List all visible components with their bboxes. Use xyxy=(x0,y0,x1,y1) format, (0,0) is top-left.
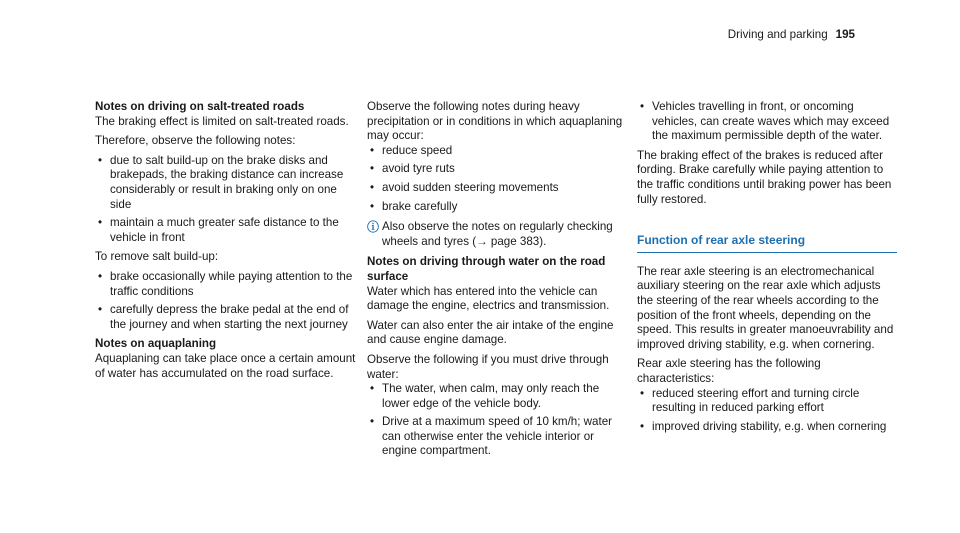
list-item: • maintain a much greater safe distance to the vehicle in front xyxy=(95,216,357,245)
list-item: • Vehicles travelling in front, or oncoming vehicles, can create waves which may exceed the maximum permissible depth of the water. xyxy=(637,100,897,144)
rear-axle-list xyxy=(637,387,897,435)
list-item: • Drive at a maximum speed of 10 km/h; water can otherwise enter the vehicle interior or engine compartment. xyxy=(367,415,629,459)
list-item: • brake occasionally while paying attention to the traffic conditions xyxy=(95,270,357,299)
info-icon: ⓘ xyxy=(367,220,380,235)
list-item: • brake carefully xyxy=(367,200,629,215)
page-header xyxy=(728,28,855,43)
rear-axle-section-body xyxy=(637,265,897,435)
aquaplaning-text: Aquaplaning can take place once a certain amount of water has accumulated on the road surface. xyxy=(95,351,356,380)
list-item: • reduce speed xyxy=(367,144,629,159)
fording-text: The braking effect of the brakes is reduced after fording. Brake carefully while paying attention to the traffic conditions until braking power has been fully restored. xyxy=(637,148,892,206)
list-item: • The water, when calm, may only reach the lower edge of the vehicle body. xyxy=(367,382,629,411)
water-driving-heading: Notes on driving through water on the road surface xyxy=(367,255,606,283)
column-1 xyxy=(95,100,357,386)
info-note xyxy=(367,220,629,249)
water-paragraph-3: Observe the following if you must drive through water: xyxy=(367,352,609,381)
water-paragraph-2: Water can also enter the air intake of the engine and cause engine damage. xyxy=(367,318,614,347)
header-section-title: Driving and parking xyxy=(727,28,828,41)
salt-roads-intro: The braking effect is limited on salt-treated roads. xyxy=(95,114,349,128)
observe-aquaplaning-text: Observe the following notes during heavy precipitation or in conditions in which aquaplaning may occur: xyxy=(367,100,623,143)
remove-salt-intro: To remove salt build-up: xyxy=(95,250,219,264)
rear-axle-paragraph-1: The rear axle steering is an electromechanical auxiliary steering on the rear axle which adjusts the steering of the rear wheels according to the position of the front wheels, depending on the speed. This results in greater manoeuvrability and improved driving stability, e.g. when cornering. xyxy=(637,264,894,351)
info-note-text[interactable]: Also observe the notes on regularly checking wheels and tyres (→ page 383). xyxy=(382,220,613,248)
page-number: 195 xyxy=(835,28,855,41)
water-list xyxy=(367,382,629,459)
list-item: • due to salt build-up on the brake disks and brakepads, the braking distance can increase considerably or result in braking only on one side xyxy=(95,154,357,212)
rear-axle-paragraph-2: Rear axle steering has the following characteristics: xyxy=(637,357,821,385)
salt-roads-therefore: Therefore, observe the following notes: xyxy=(95,134,296,148)
column-3 xyxy=(637,100,897,439)
rear-axle-section-title: Function of rear axle steering xyxy=(637,233,897,253)
list-item: • reduced steering effort and turning circle resulting in reduced parking effort xyxy=(637,387,897,416)
waves-list xyxy=(637,100,897,144)
aquaplaning-heading: Notes on aquaplaning xyxy=(95,337,217,351)
list-item: • improved driving stability, e.g. when cornering xyxy=(637,420,897,435)
water-paragraph-1: Water which has entered into the vehicle can damage the engine, electrics and transmission. xyxy=(367,284,610,313)
column-2 xyxy=(367,100,629,464)
salt-roads-list xyxy=(95,154,357,246)
aquaplaning-list xyxy=(367,144,629,214)
list-item: • carefully depress the brake pedal at the end of the journey and when starting the next journey xyxy=(95,303,357,332)
remove-salt-list xyxy=(95,270,357,332)
list-item: • avoid sudden steering movements xyxy=(367,181,629,196)
list-item: • avoid tyre ruts xyxy=(367,162,629,177)
salt-roads-heading: Notes on driving on salt-treated roads xyxy=(95,100,305,113)
